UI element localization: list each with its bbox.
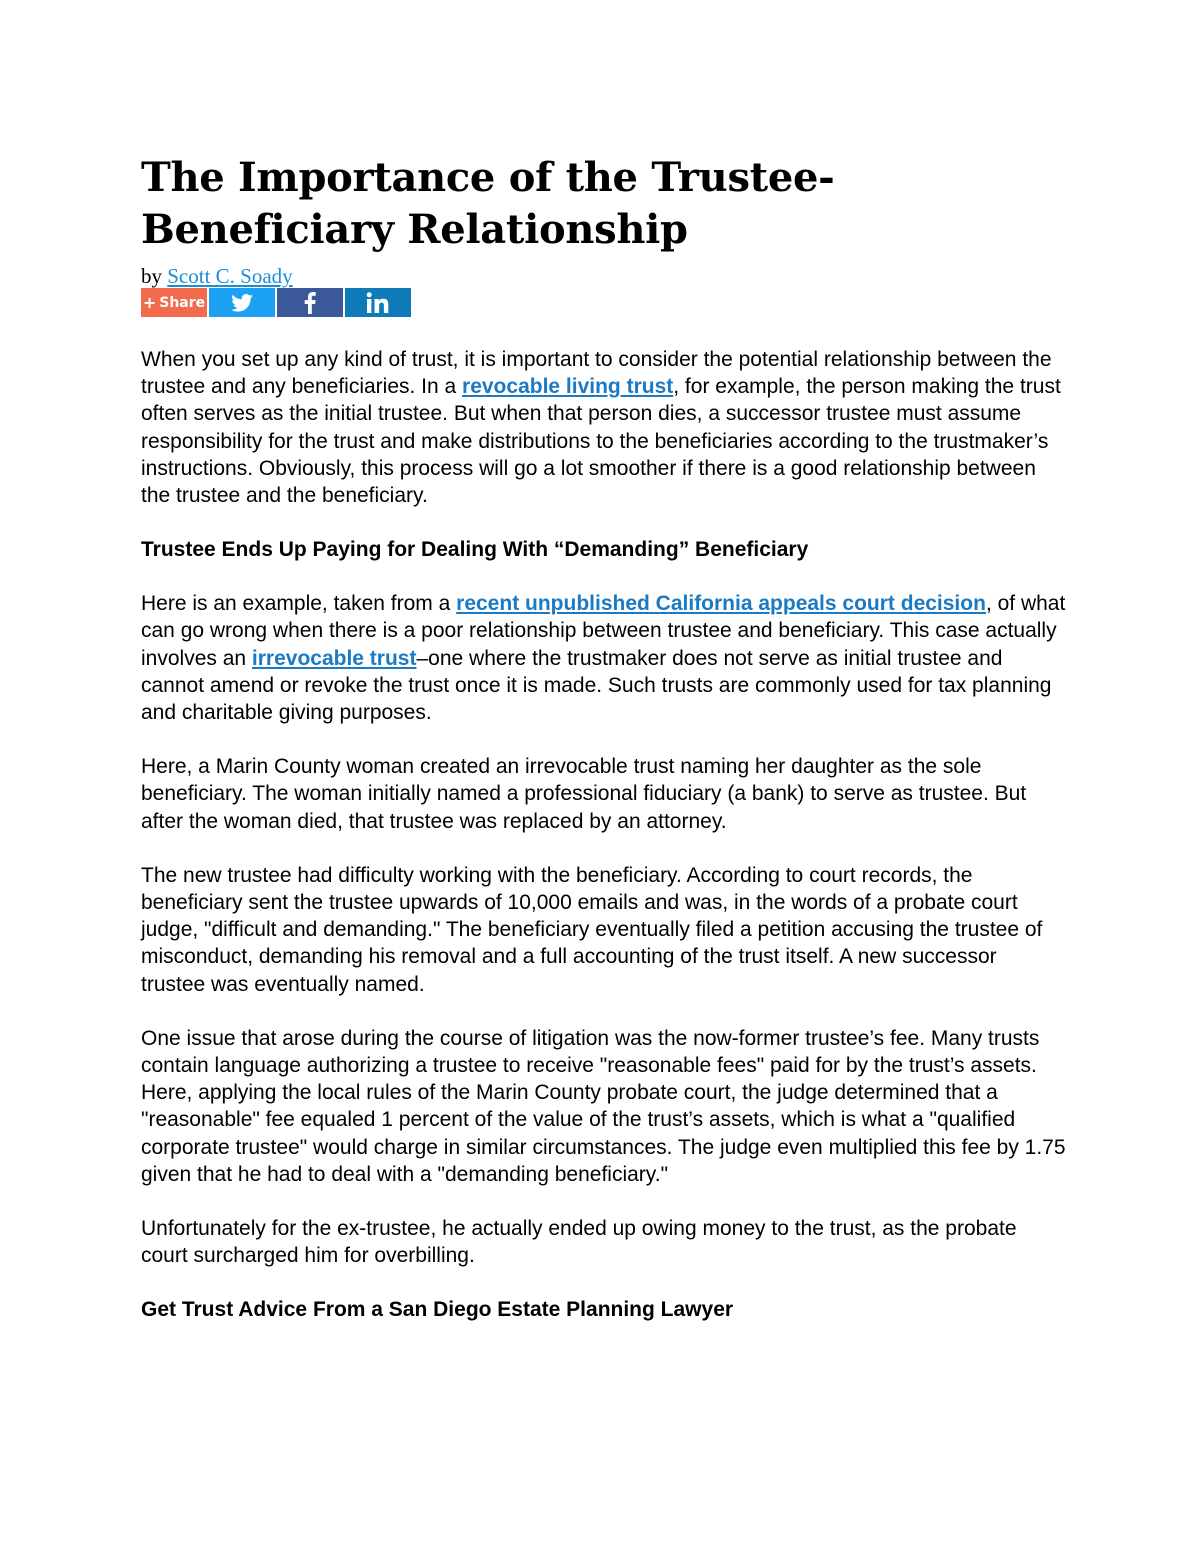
paragraph-example: [141, 590, 1066, 726]
paragraph-intro: [141, 346, 1066, 509]
irrevocable-trust-link[interactable]: irrevocable trust: [251, 646, 417, 670]
facebook-icon: [304, 292, 316, 314]
byline: [141, 264, 1066, 288]
article: [141, 152, 1066, 1323]
author-link[interactable]: Scott C. Soady: [167, 264, 293, 288]
plus-icon: +: [142, 293, 157, 312]
linkedin-icon: [366, 292, 390, 314]
appeals-court-decision-link[interactable]: recent unpublished California appeals court decision: [456, 592, 986, 616]
paragraph-text: Here is an example, taken from a: [141, 592, 457, 616]
paragraph-text: –one where the trustmaker does not serve as initial trustee and cannot amend or revoke the trust once it is made. Such trusts are commonly used for tax planning and charitable giving purposes.: [141, 646, 1052, 725]
section-heading-demanding-beneficiary: Trustee Ends Up Paying for Dealing With “Demanding” Beneficiary: [141, 538, 809, 562]
byline-prefix: by: [141, 264, 168, 288]
share-bar: [141, 288, 1066, 317]
paragraph-text: , of what can go wrong when there is a poor relationship between trustee and beneficiary. This case actually involves an: [141, 592, 1066, 670]
paragraph-marin-county: Here, a Marin County woman created an irrevocable trust naming her daughter as the sole beneficiary. The woman initially named a professional fiduciary (a bank) to serve as trustee. But after the woman died, that trustee was replaced by an attorney.: [141, 755, 1027, 833]
twitter-icon: [231, 294, 253, 312]
paragraph-text: When you set up any kind of trust, it is important to consider the potential relationship between the trustee and any beneficiaries. In a: [141, 348, 1052, 399]
paragraph-new-trustee: The new trustee had difficulty working with the beneficiary. According to court records, the beneficiary sent the trustee upwards of 10,000 emails and was, in the words of a probate court judge, "difficult and demanding." The beneficiary eventually filed a petition accusing the trustee of misconduct, demanding his removal and a full accounting of the trust itself. A new successor trustee was eventually named.: [141, 863, 1043, 996]
share-button[interactable]: [141, 288, 207, 317]
facebook-share-button[interactable]: [277, 288, 343, 317]
revocable-living-trust-link[interactable]: revocable living trust: [462, 375, 674, 399]
section-heading-trust-advice: Get Trust Advice From a San Diego Estate Planning Lawyer: [141, 1298, 734, 1322]
share-label: Share: [159, 294, 206, 311]
linkedin-share-button[interactable]: [345, 288, 411, 317]
twitter-share-button[interactable]: [209, 288, 275, 317]
paragraph-trustee-fee: One issue that arose during the course of litigation was the now-former trustee’s fee. Many trusts contain language authorizing a trustee to receive "reasonable fees" paid for by the trust’s assets. Here, applying the local rules of the Marin County probate court, the judge determined that a "reasonable" fee equaled 1 percent of the value of the trust’s assets, which is what a "qualified corporate trustee" would charge in similar circumstances. The judge even multiplied this fee by 1.75 given that he had to deal with a "demanding beneficiary.": [141, 1026, 1066, 1186]
paragraph-overbilling: Unfortunately for the ex-trustee, he actually ended up owing money to the trust, as the probate court surcharged him for overbilling.: [141, 1217, 1017, 1268]
article-body: [141, 346, 1066, 1323]
article-title: The Importance of the Trustee-Beneficiary Relationship: [141, 154, 835, 253]
paragraph-text: , for example, the person making the trust often serves as the initial trustee. But when that person dies, a successor trustee must assume responsibility for the trust and make distributions to the beneficiaries according to the trustmaker’s instructions. Obviously, this process will go a lot smoother if there is a good relationship between the trustee and the beneficiary.: [141, 375, 1061, 508]
